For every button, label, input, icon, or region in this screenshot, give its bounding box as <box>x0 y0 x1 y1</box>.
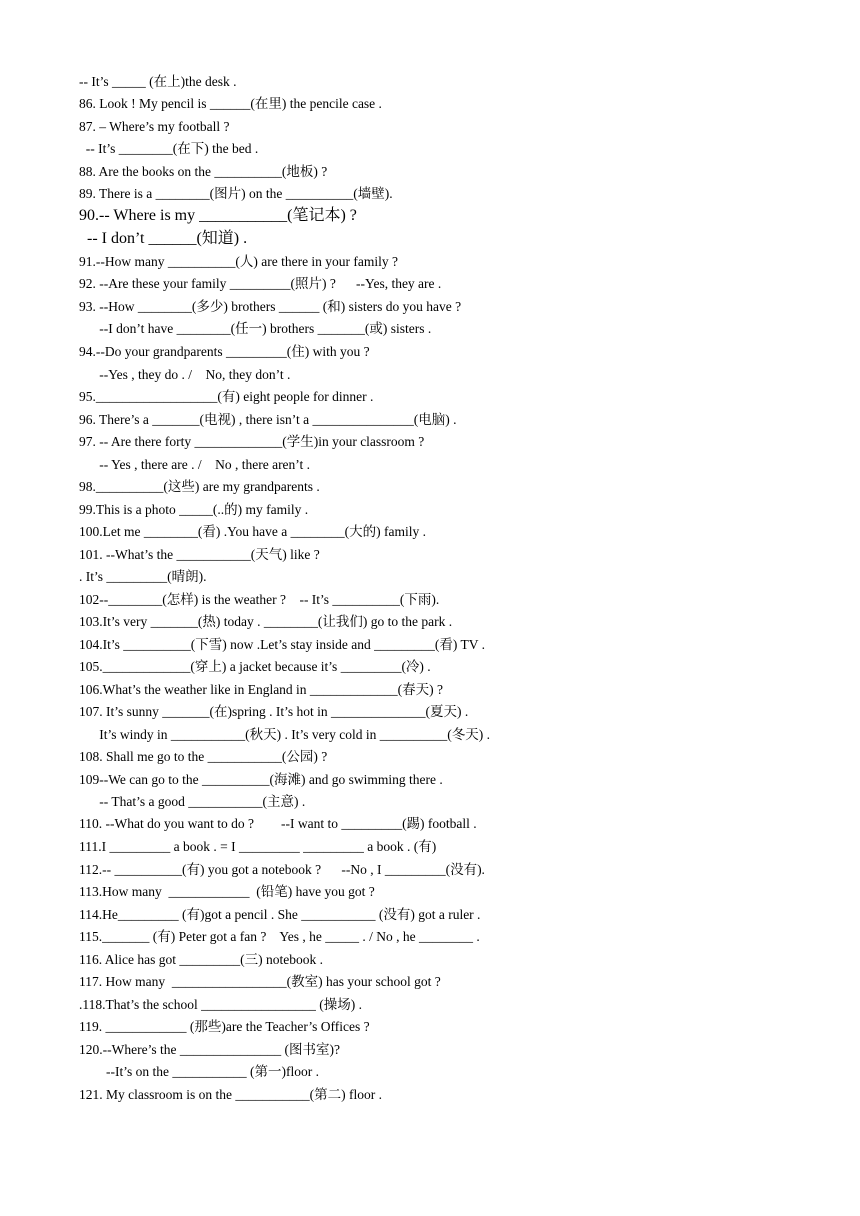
question-line: 111.I _________ a book . = I _________ _________ a book . (有) <box>79 839 437 854</box>
question-line: -- I don’t ______(知道) . <box>79 230 248 247</box>
question-line: . It’s _________(晴朗). <box>79 569 207 584</box>
question-line: 89. There is a ________(图片) on the __________(墙壁). <box>79 186 393 201</box>
question-line: 100.Let me ________(看) .You have a ________(大的) family . <box>79 524 426 539</box>
question-line: 87. – Where’s my football ? <box>79 119 230 134</box>
question-line: 94.--Do your grandparents _________(住) with you ? <box>79 344 370 359</box>
question-line: 110. --What do you want to do ? --I want to _________(踢) football . <box>79 816 477 831</box>
question-line: 120.--Where’s the _______________ (图书室)? <box>79 1042 340 1057</box>
question-line: -- That’s a good ___________(主意) . <box>79 794 306 809</box>
question-line: 95.__________________(有) eight people for dinner . <box>79 389 374 404</box>
question-line: 92. --Are these your family _________(照片) ? --Yes, they are . <box>79 276 442 291</box>
question-line: 117. How many _________________(教室) has your school got ? <box>79 974 441 989</box>
question-line: -- It’s ________(在下) the bed . <box>79 141 259 156</box>
question-line: 98.__________(这些) are my grandparents . <box>79 479 320 494</box>
question-line: 102--________(怎样) is the weather ? -- It’s __________(下雨). <box>79 592 440 607</box>
question-line: 96. There’s a _______(电视) , there isn’t a _______________(电脑) . <box>79 412 457 427</box>
question-line: 114.He_________ (有)got a pencil . She ___________ (没有) got a ruler . <box>79 907 481 922</box>
question-line: 107. It’s sunny _______(在)spring . It’s hot in ______________(夏天) . <box>79 704 469 719</box>
question-line: 113.How many ____________ (铅笔) have you got ? <box>79 884 375 899</box>
question-line: 108. Shall me go to the ___________(公园) ? <box>79 749 328 764</box>
question-line: It’s windy in ___________(秋天) . It’s very cold in __________(冬天) . <box>79 727 490 742</box>
question-line: --Yes , they do . / No, they don’t . <box>79 367 291 382</box>
question-line: 90.-- Where is my ___________(笔记本) ? <box>79 207 357 224</box>
question-line: 104.It’s __________(下雪) now .Let’s stay inside and _________(看) TV . <box>79 637 485 652</box>
question-line: 101. --What’s the ___________(天气) like ? <box>79 547 320 562</box>
question-line: 91.--How many __________(人) are there in your family ? <box>79 254 399 269</box>
question-line: 116. Alice has got _________(三) notebook . <box>79 952 323 967</box>
question-line: 119. ____________ (那些)are the Teacher’s Offices ? <box>79 1019 370 1034</box>
question-line: 88. Are the books on the __________(地板) ? <box>79 164 328 179</box>
question-line: 121. My classroom is on the ___________(第二) floor . <box>79 1087 382 1102</box>
question-line: --I don’t have ________(任一) brothers _______(或) sisters . <box>79 321 432 336</box>
question-line: 109--We can go to the __________(海滩) and go swimming there . <box>79 772 443 787</box>
question-line: 115._______ (有) Peter got a fan ? Yes , he _____ . / No , he ________ . <box>79 929 480 944</box>
question-line: 99.This is a photo _____(..的) my family . <box>79 502 309 517</box>
question-line: 93. --How ________(多少) brothers ______ (和) sisters do you have ? <box>79 299 462 314</box>
question-line: .118.That’s the school _________________ (操场) . <box>79 997 362 1012</box>
question-line: 112.-- __________(有) you got a notebook ? --No , I _________(没有). <box>79 862 485 877</box>
question-line: 105._____________(穿上) a jacket because it’s _________(冷) . <box>79 659 431 674</box>
question-line: --It’s on the ___________ (第一)floor . <box>79 1064 319 1079</box>
question-line: 97. -- Are there forty _____________(学生)in your classroom ? <box>79 434 425 449</box>
question-line: -- Yes , there are . / No , there aren’t . <box>79 457 311 472</box>
question-line: -- It’s _____ (在上)the desk . <box>79 74 237 89</box>
question-line: 86. Look ! My pencil is ______(在里) the pencile case . <box>79 96 382 111</box>
question-line: 103.It’s very _______(热) today . ________(让我们) go to the park . <box>79 614 453 629</box>
question-line: 106.What’s the weather like in England in _____________(春天) ? <box>79 682 444 697</box>
